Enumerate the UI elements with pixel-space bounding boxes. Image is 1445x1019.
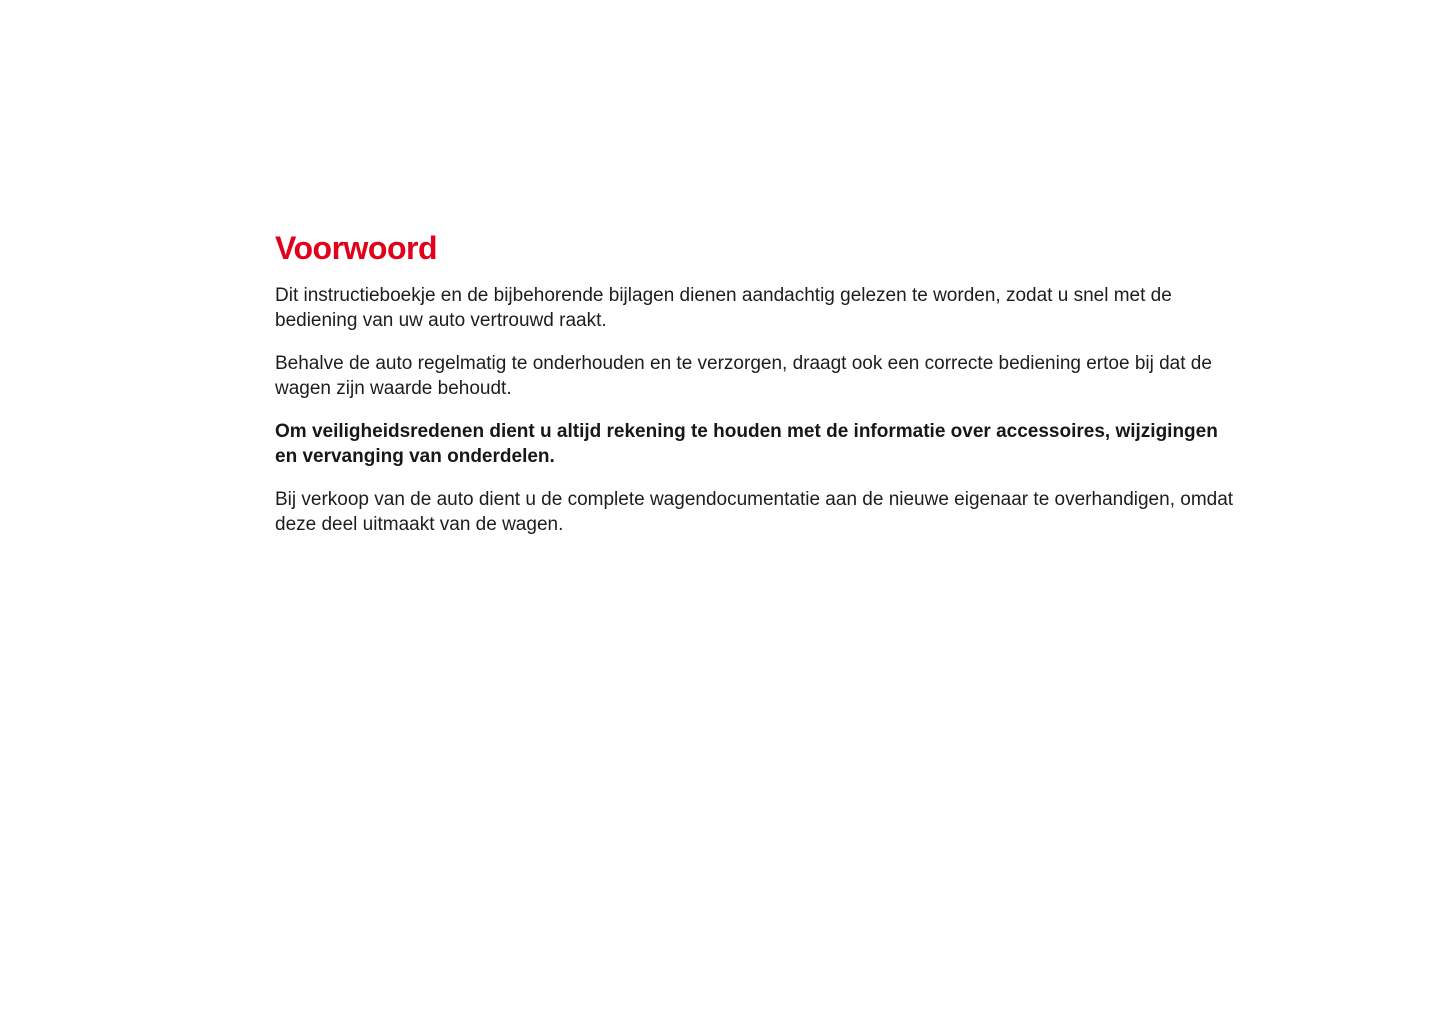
page-title: Voorwoord [275,230,437,266]
foreword-section [275,231,1235,555]
paragraph-maintenance: Behalve de auto regelmatig te onderhouden en te verzorgen, draagt ook een correcte bediening ertoe bij dat de wagen zijn waarde behoudt. [275,353,1212,400]
paragraph-introduction: Dit instructieboekje en de bijbehorende bijlagen dienen aandachtig gelezen te worden, zodat u snel met de bediening van uw auto vertrouwd raakt. [275,285,1172,332]
paragraph-resale: Bij verkoop van de auto dient u de complete wagendocumentatie aan de nieuwe eigenaar te overhandigen, omdat deze deel uitmaakt van de wagen. [275,489,1234,536]
paragraph-safety-notice: Om veiligheidsredenen dient u altijd rekening te houden met de informatie over accessoires, wijzigingen en vervanging van onderdelen. [275,421,1218,468]
